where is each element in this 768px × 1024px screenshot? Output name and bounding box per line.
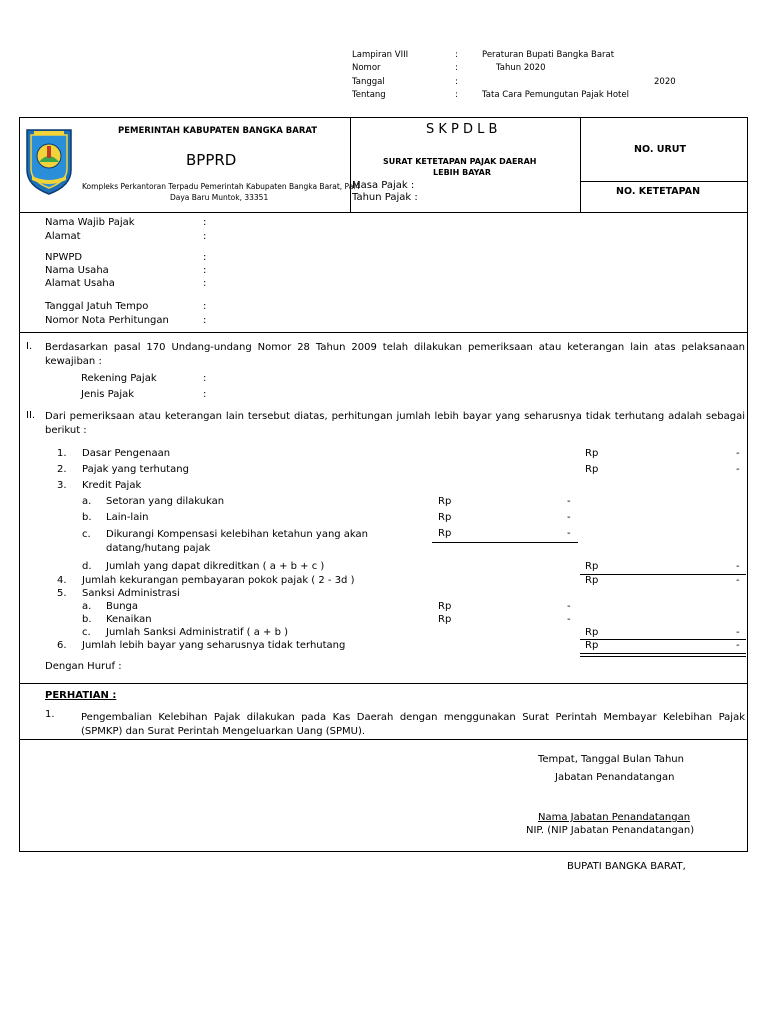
signer-name: Nama Jabatan Penandatangan	[538, 812, 691, 823]
item-label: Dikurangi Kompensasi kelebihan ketahun yang akan	[106, 529, 369, 540]
item-label: Setoran yang dilakukan	[106, 496, 225, 507]
signer-position: Jabatan Penandatangan	[555, 772, 675, 783]
field-label: NPWPD	[45, 252, 83, 263]
divider	[19, 739, 748, 740]
currency: Rp	[585, 464, 599, 475]
item-num: b.	[82, 512, 92, 523]
meta-value: Tata Cara Pemungutan Pajak Hotel	[482, 90, 629, 100]
dengan-huruf-label: Dengan Huruf :	[45, 661, 122, 672]
field-sep: :	[203, 265, 207, 276]
meta-extra: 2020	[654, 77, 676, 87]
meta-value: Tahun 2020	[496, 63, 546, 73]
item-label: Jumlah lebih bayar yang seharusnya tidak terhutang	[82, 640, 346, 651]
meta-value: Peraturan Bupati Bangka Barat	[482, 50, 615, 60]
section2-text: Dari pemeriksaan atau keterangan lain tersebut diatas, perhitungan jumlah lebih bayar yang seharusnya tidak terhutang adalah sebagai berikut :	[45, 411, 745, 436]
item-label: Pajak yang terhutang	[82, 464, 189, 475]
field-label: Nomor Nota Perhitungan	[45, 315, 169, 326]
perhatian-title: PERHATIAN :	[45, 690, 117, 701]
meta-label: Nomor	[352, 63, 381, 73]
perhatian-num: 1.	[45, 709, 55, 720]
amount: -	[736, 561, 740, 572]
underline	[580, 639, 746, 640]
amount: -	[567, 496, 571, 507]
place-date: Tempat, Tanggal Bulan Tahun	[538, 754, 684, 765]
signer-nip: NIP. (NIP Jabatan Penandatangan)	[526, 825, 695, 836]
document-title-1: SURAT KETETAPAN PAJAK DAERAH	[383, 157, 537, 166]
government-name: PEMERINTAH KABUPATEN BANGKA BARAT	[118, 126, 318, 136]
no-ketetapan-label: NO. KETETAPAN	[616, 186, 701, 197]
item-label: Sanksi Administrasi	[82, 588, 180, 599]
item-num: 5.	[57, 588, 67, 599]
meta-sep: :	[455, 77, 458, 87]
item-num: c.	[82, 529, 91, 540]
amount: -	[567, 512, 571, 523]
item-label: Jumlah yang dapat dikreditkan ( a + b + c )	[106, 561, 325, 572]
item-label: Jumlah Sanksi Administratif ( a + b )	[106, 627, 289, 638]
currency: Rp	[585, 627, 599, 638]
agency-address-1: Kompleks Perkantoran Terpadu Pemerintah Kabupaten Bangka Barat, Pal4	[82, 182, 361, 191]
document-title-2: LEBIH BAYAR	[433, 168, 492, 177]
item-label: Kredit Pajak	[82, 480, 142, 491]
amount: -	[567, 528, 571, 539]
item-num: 2.	[57, 464, 67, 475]
field-label: Alamat	[45, 231, 81, 242]
field-sep: :	[203, 373, 207, 384]
divider	[19, 683, 748, 684]
item-num: a.	[82, 496, 92, 507]
meta-label: Tanggal	[352, 77, 385, 87]
field-sep: :	[203, 231, 207, 242]
tahun-pajak-label: Tahun Pajak :	[352, 192, 418, 203]
amount: -	[736, 464, 740, 475]
section1-text: Berdasarkan pasal 170 Undang-undang Nomor 28 Tahun 2009 telah dilakukan pemeriksaan atau keterangan lain atas pelaksanaan kewajiban :	[45, 342, 745, 367]
section2-num: II.	[26, 410, 36, 421]
item-num: 1.	[57, 448, 67, 459]
item-num: 4.	[57, 575, 67, 586]
item-label: Lain-lain	[106, 512, 149, 523]
field-label: Nama Wajib Pajak	[45, 217, 135, 228]
item-label: Jumlah kekurangan pembayaran pokok pajak ( 2 - 3d )	[82, 575, 355, 586]
field-label: Alamat Usaha	[45, 278, 115, 289]
currency: Rp	[438, 496, 452, 507]
item-label: datang/hutang pajak	[106, 543, 211, 554]
jenis-label: Jenis Pajak	[81, 389, 135, 400]
meta-label: Lampiran VIII	[352, 50, 409, 60]
item-label: Kenaikan	[106, 614, 152, 625]
no-urut-label: NO. URUT	[634, 144, 686, 155]
amount: -	[736, 575, 740, 586]
divider	[580, 117, 581, 212]
perhatian-text: Pengembalian Kelebihan Pajak dilakukan pada Kas Daerah dengan menggunakan Surat Perintah Membayar Kelebihan Pajak (SPMKP) dan Surat Perintah Mengeluarkan Uang (SPMU).	[81, 712, 745, 737]
currency: Rp	[585, 561, 599, 572]
currency: Rp	[585, 448, 599, 459]
divider	[19, 332, 748, 333]
agency-name: BPPRD	[186, 151, 237, 169]
currency: Rp	[585, 640, 599, 651]
field-sep: :	[203, 278, 207, 289]
underline	[580, 656, 746, 657]
item-num: c.	[82, 627, 91, 638]
currency: Rp	[438, 614, 452, 625]
amount: -	[736, 448, 740, 459]
section1-num: I.	[26, 341, 33, 352]
amount: -	[736, 627, 740, 638]
field-sep: :	[203, 389, 207, 400]
meta-sep: :	[455, 50, 458, 60]
currency: Rp	[438, 601, 452, 612]
underline	[580, 653, 746, 654]
divider	[580, 181, 748, 182]
item-num: a.	[82, 601, 92, 612]
underline	[432, 542, 578, 543]
meta-sep: :	[455, 90, 458, 100]
bupati-title: BUPATI BANGKA BARAT,	[567, 861, 686, 872]
item-num: 3.	[57, 480, 67, 491]
rekening-label: Rekening Pajak	[81, 373, 157, 384]
currency: Rp	[585, 575, 599, 586]
item-num: b.	[82, 614, 92, 625]
divider	[19, 212, 748, 213]
amount: -	[567, 614, 571, 625]
item-label: Bunga	[106, 601, 139, 612]
field-sep: :	[203, 301, 207, 312]
currency: Rp	[438, 512, 452, 523]
field-sep: :	[203, 252, 207, 263]
document-code: S K P D L B	[426, 122, 498, 137]
amount: -	[736, 640, 740, 651]
field-sep: :	[203, 217, 207, 228]
item-num: d.	[82, 561, 92, 572]
item-label: Dasar Pengenaan	[82, 448, 171, 459]
field-label: Tanggal Jatuh Tempo	[45, 301, 149, 312]
agency-address-2: Daya Baru Muntok, 33351	[170, 193, 269, 202]
meta-label: Tentang	[352, 90, 386, 100]
item-num: 6.	[57, 640, 67, 651]
meta-sep: :	[455, 63, 458, 73]
underline	[580, 574, 746, 575]
amount: -	[567, 601, 571, 612]
regency-logo-icon	[24, 126, 74, 196]
divider	[350, 117, 351, 212]
masa-pajak-label: Masa Pajak :	[352, 180, 415, 191]
field-sep: :	[203, 315, 207, 326]
field-label: Nama Usaha	[45, 265, 109, 276]
currency: Rp	[438, 528, 452, 539]
